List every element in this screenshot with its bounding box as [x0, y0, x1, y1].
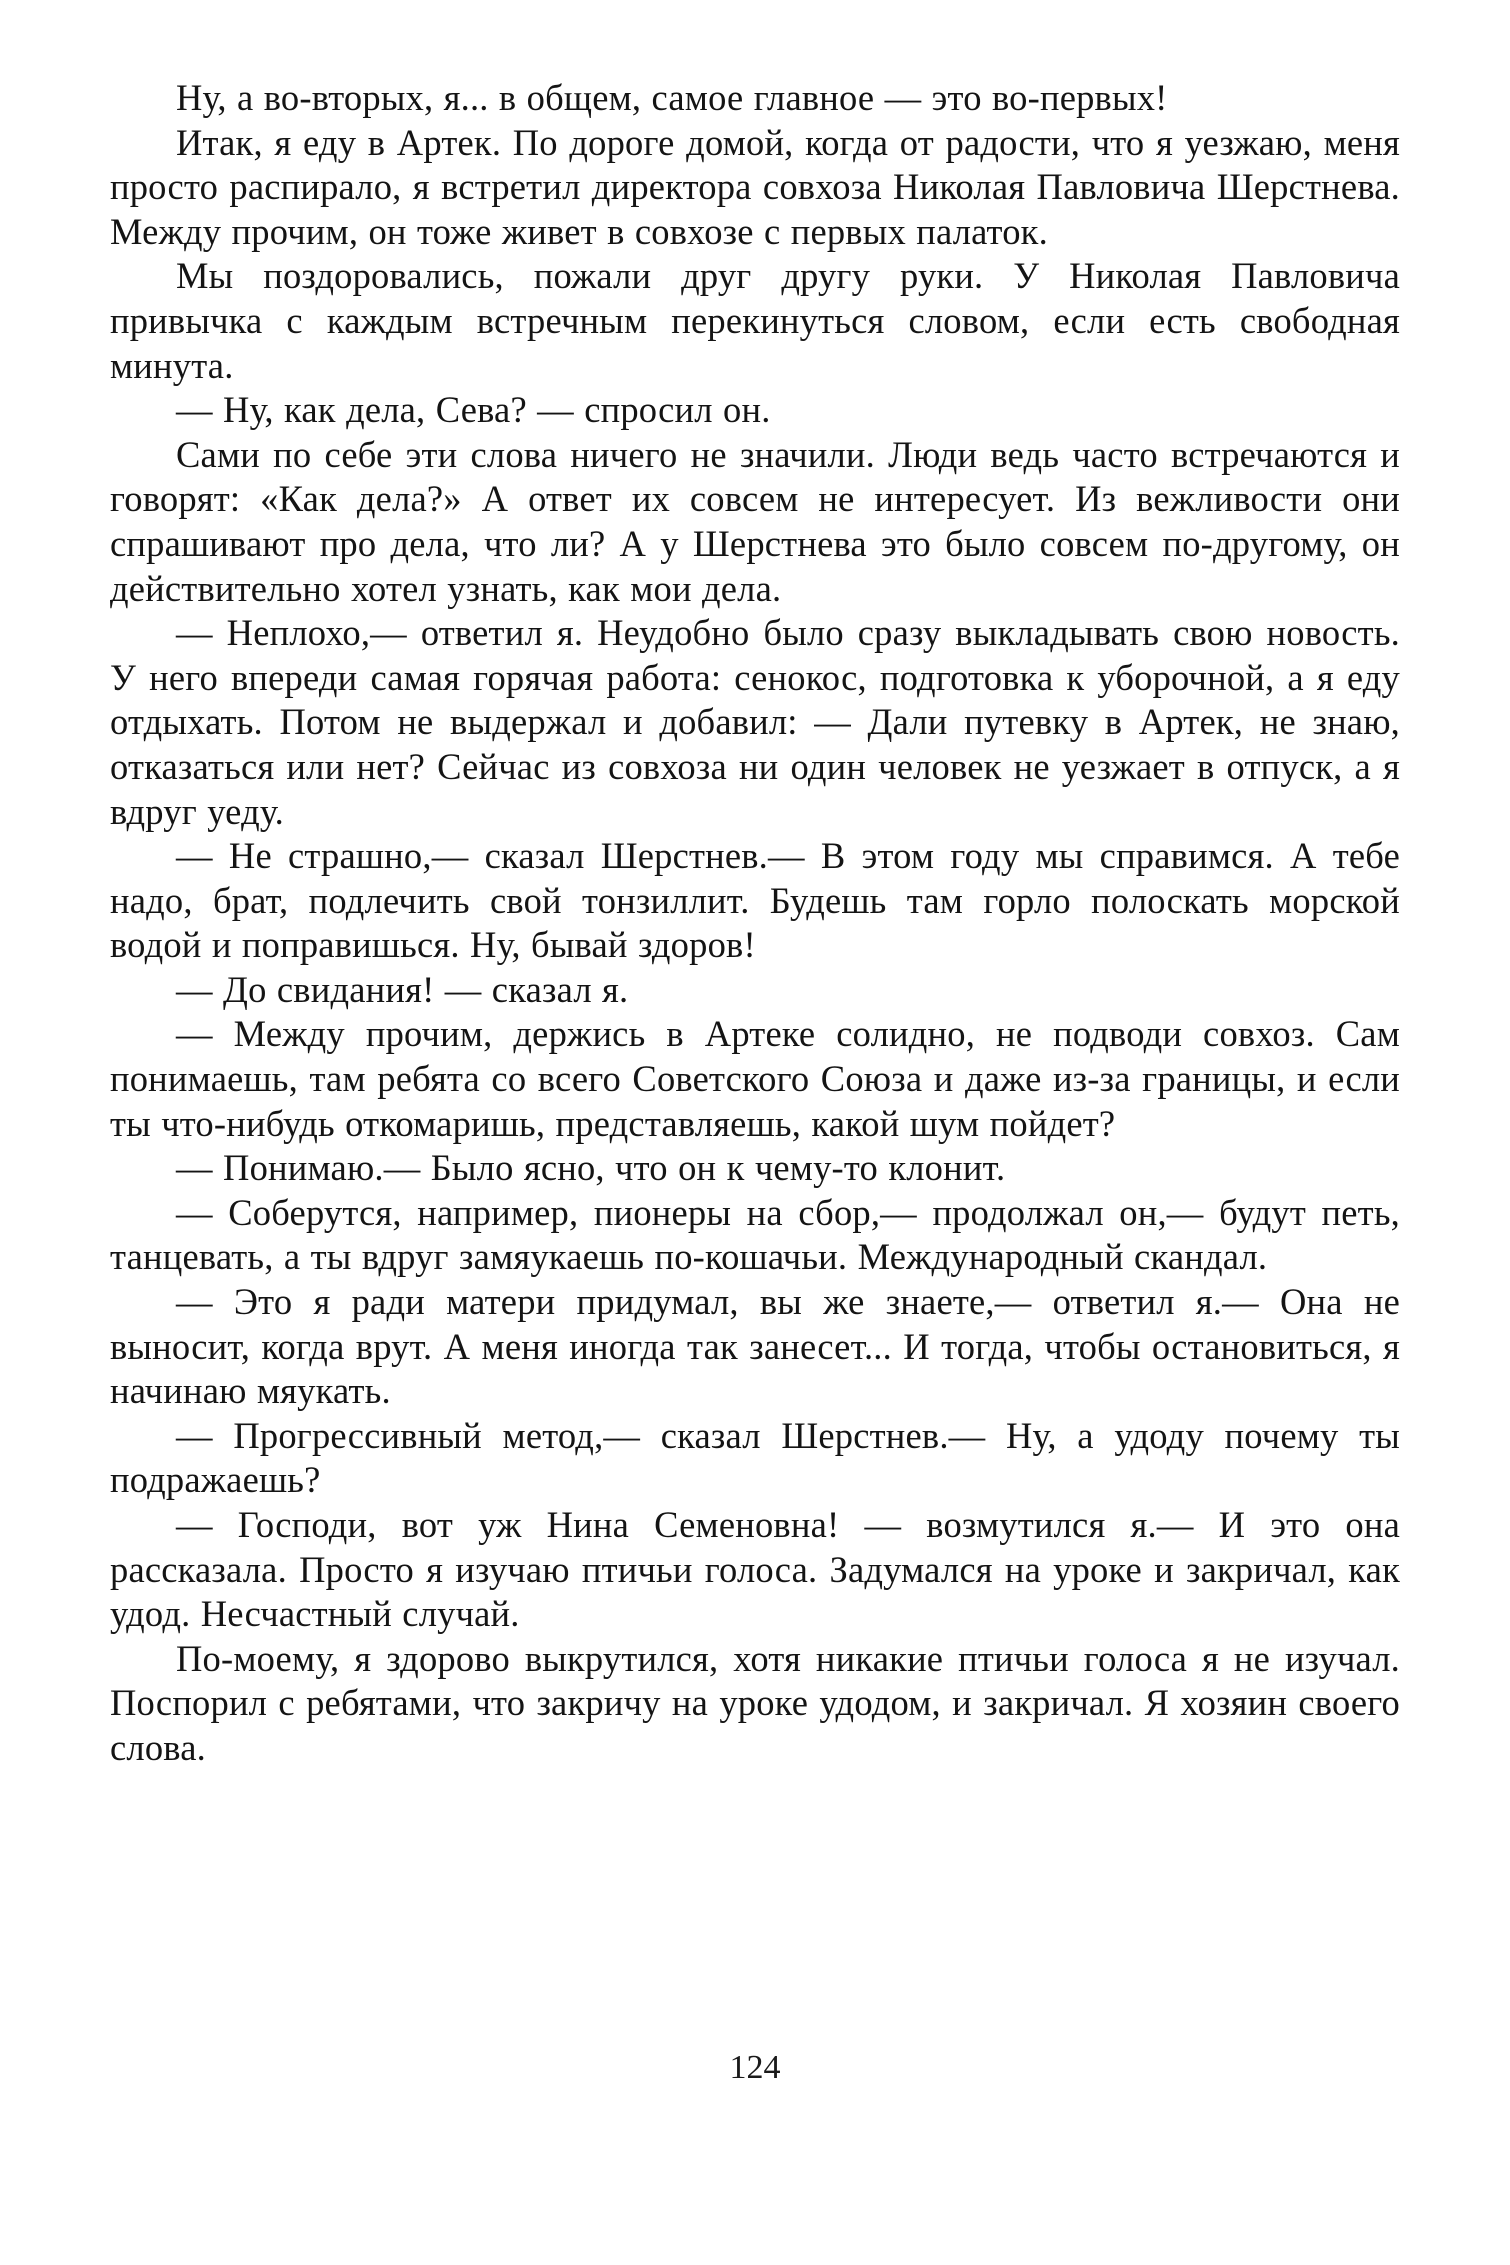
page-number: 124 [729, 2049, 781, 2086]
page-body [110, 76, 1400, 1771]
paragraph: — Соберутся, например, пионеры на сбор,— продолжал он,— будут петь, танцевать, а ты вдруг замяукаешь по-кошачьи. Международный скандал. [110, 1191, 1400, 1278]
paragraph: Ну, а во-вторых, я... в общем, самое главное — это во-первых! [176, 77, 1168, 118]
paragraph: — Прогрессивный метод,— сказал Шерстнев.— Ну, а удоду почему ты подражаешь? [110, 1414, 1400, 1501]
paragraph: — Не страшно,— сказал Шерстнев.— В этом году мы справимся. А тебе надо, брат, подлечить свой тонзиллит. Будешь там горло полоскать морской водой и поправишься. Ну, бывай здоров! [110, 835, 1400, 966]
paragraph: — До свидания! — сказал я. [176, 968, 629, 1010]
paragraph: Итак, я еду в Артек. По дороге домой, когда от радости, что я уезжаю, меня просто распирало, я встретил директора совхоза Николая Павловича Шерстнева. Между прочим, он тоже живет в совхозе с первых палаток. [110, 121, 1400, 252]
paragraph: По-моему, я здорово выкрутился, хотя никакие птичьи голоса я не изучал. Поспорил с ребятами, что закричу на уроке удодом, и закричал. Я хозяин своего слова. [110, 1637, 1400, 1768]
paragraph: Мы поздоровались, пожали друг другу руки. У Николая Павловича привычка с каждым встречным перекинуться словом, если есть свободная минута. [110, 255, 1400, 386]
paragraph: — Между прочим, держись в Артеке солидно, не подводи совхоз. Сам понимаешь, там ребята со всего Советского Союза и даже из-за границы, и если ты что-нибудь откомаришь, представляешь, какой шум пойдет? [110, 1013, 1400, 1144]
paragraph: — Ну, как дела, Сева? — спросил он. [176, 389, 771, 431]
paragraph: Сами по себе эти слова ничего не значили. Люди ведь часто встречаются и говорят: «Как дела?» А ответ их совсем не интересует. Из вежливости они спрашивают про дела, что ли? А у Шерстнева это было совсем по-другому, он действительно хотел узнать, как мои дела. [110, 433, 1400, 609]
paragraph: — Понимаю.— Было ясно, что он к чему-то клонит. [176, 1147, 1006, 1189]
paragraph: — Это я ради матери придумал, вы же знаете,— ответил я.— Она не выносит, когда врут. А меня иногда так занесет... И тогда, чтобы остановиться, я начинаю мяукать. [110, 1281, 1400, 1412]
paragraph: — Неплохо,— ответил я. Неудобно было сразу выкладывать свою новость. У него впереди самая горячая работа: сенокос, подготовка к уборочной, а я еду отдыхать. Потом не выдержал и добавил: — Дали путевку в Артек, не знаю, отказаться или нет? Сейчас из совхоза ни один человек не уезжает в отпуск, а я вдруг уеду. [110, 612, 1400, 832]
paragraph: — Господи, вот уж Нина Семеновна! — возмутился я.— И это она рассказала. Просто я изучаю птичьи голоса. Задумался на уроке и закричал, как удод. Несчастный случай. [110, 1504, 1400, 1635]
